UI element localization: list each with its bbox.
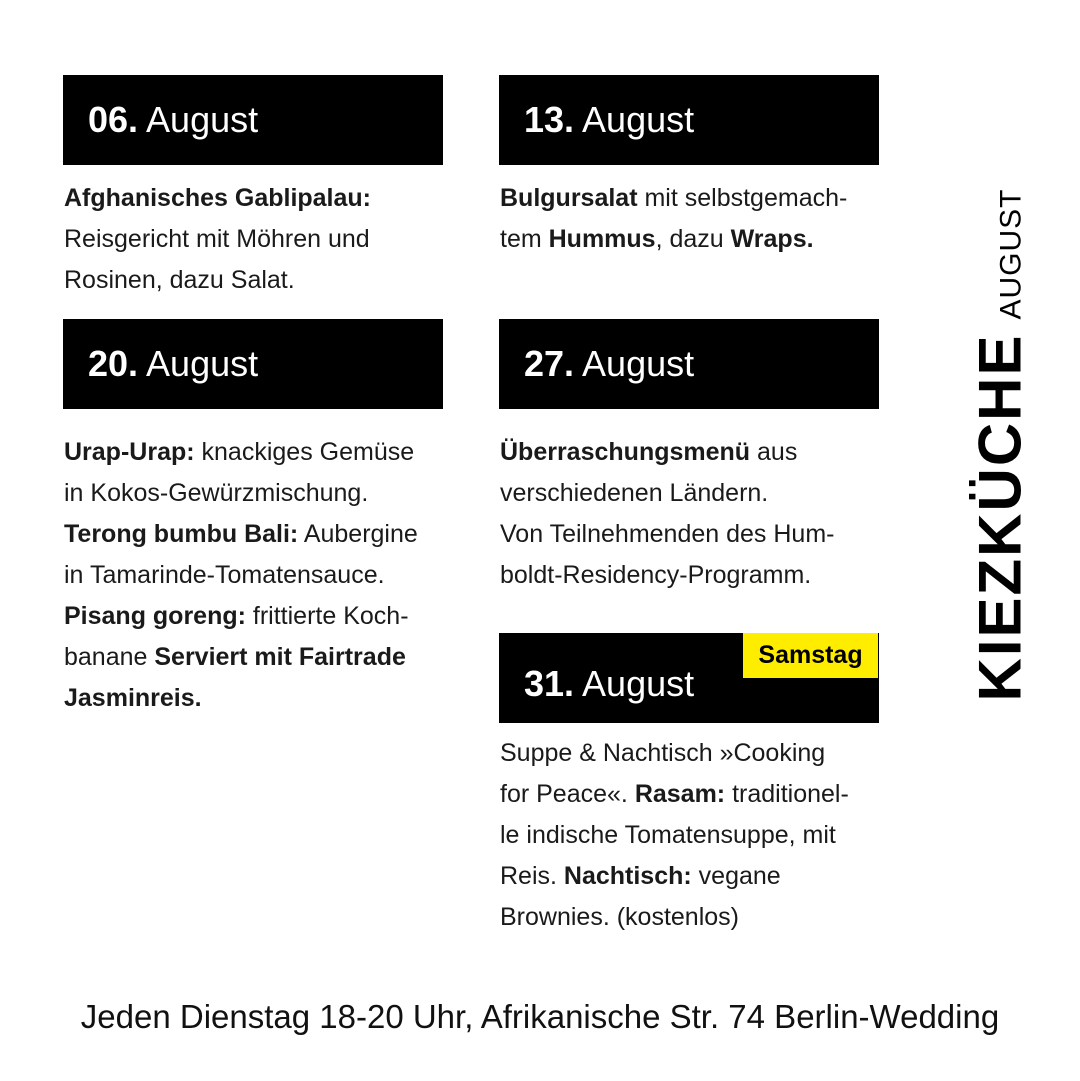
desc-line: Bulgursalat mit selbstgemach- <box>500 184 848 212</box>
date-day: 20. <box>88 343 139 384</box>
desc-line: Rosinen, dazu Salat. <box>64 266 295 294</box>
menu-description-13-august <box>500 178 880 260</box>
desc-line: Terong bumbu Bali: Aubergine <box>64 520 418 548</box>
footer-schedule-address: Jeden Dienstag 18-20 Uhr, Afrikanische Str. 74 Berlin-Wedding <box>80 998 1000 1035</box>
desc-line: Jasminreis. <box>64 684 202 712</box>
date-day: 13. <box>524 99 575 140</box>
desc-line: in Kokos-Gewürzmischung. <box>64 479 369 507</box>
desc-line: Überraschungsmenü aus <box>500 438 798 466</box>
menu-description-20-august <box>64 432 444 719</box>
desc-line: verschiedenen Ländern. <box>500 479 769 507</box>
desc-line: for Peace«. Rasam: traditionel- <box>500 780 849 808</box>
desc-line: Urap-Urap: knackiges Gemüse <box>64 438 415 466</box>
desc-line: le indische Tomatensuppe, mit <box>500 821 836 849</box>
menu-description-27-august <box>500 432 880 596</box>
date-month: August <box>146 99 259 140</box>
desc-line: Pisang goreng: frittierte Koch- <box>64 602 409 630</box>
date-header-06-august <box>63 75 443 165</box>
desc-line: Reisgericht mit Möhren und <box>64 225 370 253</box>
date-month: August <box>146 343 259 384</box>
date-header-27-august <box>499 319 879 409</box>
desc-line: Reis. Nachtisch: vegane <box>500 862 781 890</box>
desc-line: banane Serviert mit Fairtrade <box>64 643 406 671</box>
desc-line: Von Teilnehmenden des Hum- <box>500 520 835 548</box>
desc-line: Afghanisches Gablipalau: <box>64 184 372 212</box>
menu-description-31-august <box>500 733 880 938</box>
date-header-20-august <box>63 319 443 409</box>
desc-line: Brownies. (kostenlos) <box>500 903 739 931</box>
date-day: 06. <box>88 99 139 140</box>
date-day: 31. <box>524 663 575 704</box>
desc-line: boldt-Residency-Programm. <box>500 561 812 589</box>
side-title-month: AUGUST <box>994 188 1028 320</box>
date-month: August <box>582 663 695 704</box>
date-month: August <box>582 99 695 140</box>
date-header-13-august <box>499 75 879 165</box>
menu-description-06-august <box>64 178 444 301</box>
desc-line: Suppe & Nachtisch »Cooking <box>500 739 826 767</box>
side-title <box>966 188 1035 701</box>
weekday-badge: Samstag <box>743 633 878 678</box>
desc-line: tem Hummus, dazu Wraps. <box>500 225 814 253</box>
desc-line: in Tamarinde-Tomatensauce. <box>64 561 385 589</box>
date-month: August <box>582 343 695 384</box>
date-day: 27. <box>524 343 575 384</box>
side-title-main: KIEZKÜCHE <box>966 333 1034 702</box>
